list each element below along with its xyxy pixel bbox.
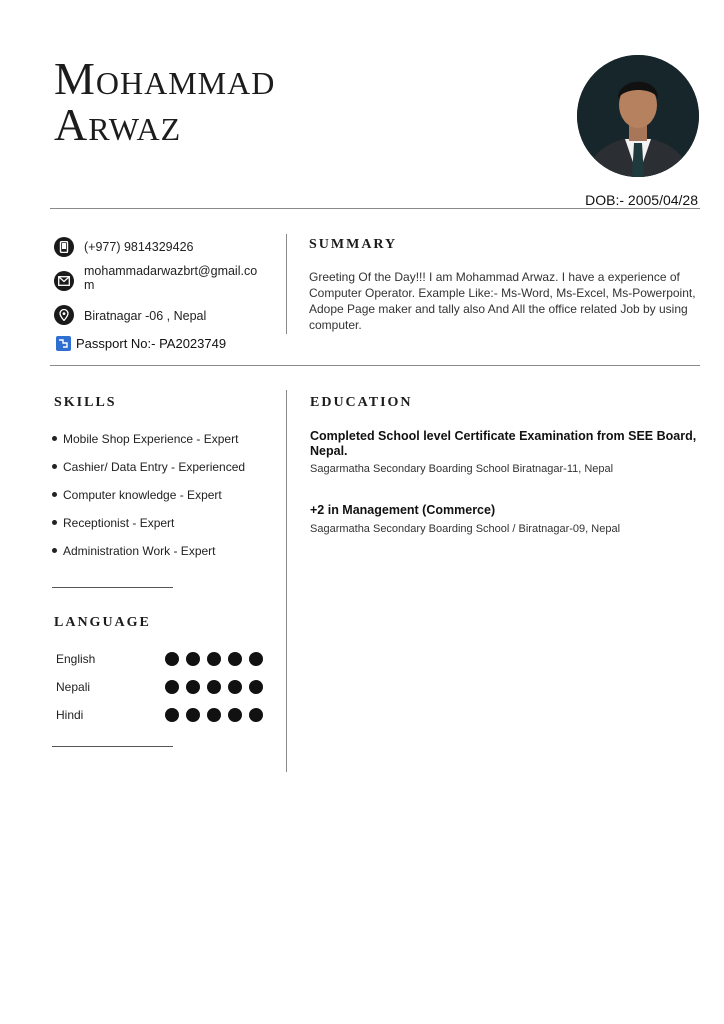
mail-icon: [54, 271, 74, 291]
education-degree: Completed School level Certificate Examination from SEE Board, Nepal.: [310, 429, 697, 458]
proficiency-dot: [186, 680, 200, 694]
education-school: Sagarmatha Secondary Boarding School / Biratnagar-09, Nepal: [310, 523, 621, 535]
proficiency-dot: [165, 708, 179, 722]
skills-rule: [52, 587, 173, 588]
location-icon: [54, 305, 74, 325]
summary-text: Greeting Of the Day!!! I am Mohammad Arwaz. I have a experience of Computer Operator. Example Like:- Ms-Word, Ms-Excel, Ms-Powerpoint, Adope Page maker and tally also And All the office related Job by using computer.: [309, 270, 696, 332]
education-degree: +2 in Management (Commerce): [310, 503, 496, 517]
middle-divider: [50, 365, 700, 366]
language-name: Hindi: [56, 708, 84, 722]
date-of-birth: DOB:- 2005/04/28: [585, 192, 698, 208]
email-text[interactable]: mohammadarwazbrt@gmail.com: [84, 264, 258, 292]
candidate-name: [54, 53, 276, 150]
language-rule: [52, 746, 173, 747]
language-row: [56, 708, 270, 722]
education-title: EDUCATION: [310, 395, 413, 410]
proficiency-dot: [207, 680, 221, 694]
first-name: Mohammad: [54, 53, 276, 104]
proficiency-dot: [228, 708, 242, 722]
proficiency-dot: [165, 680, 179, 694]
top-vertical-divider: [286, 234, 287, 334]
language-title: LANGUAGE: [54, 615, 151, 630]
proficiency-dot: [249, 708, 263, 722]
contact-email[interactable]: [54, 264, 266, 292]
proficiency-dot: [249, 680, 263, 694]
skill-item: Computer knowledge - Expert: [52, 488, 245, 516]
summary-title: SUMMARY: [309, 237, 398, 252]
proficiency-dot: [165, 652, 179, 666]
language-row: [56, 652, 270, 666]
skill-item: Receptionist - Expert: [52, 516, 245, 544]
skills-list: [52, 432, 245, 572]
phone-text: (+977) 9814329426: [84, 240, 194, 254]
proficiency-dot: [207, 708, 221, 722]
language-level: [165, 680, 270, 694]
language-level: [165, 708, 270, 722]
proficiency-dot: [207, 652, 221, 666]
header-divider: [50, 208, 700, 209]
language-row: [56, 680, 270, 694]
proficiency-dot: [186, 708, 200, 722]
skill-item: Cashier/ Data Entry - Experienced: [52, 460, 245, 488]
contact-address: [54, 305, 264, 325]
skills-title: SKILLS: [54, 395, 117, 410]
proficiency-dot: [228, 652, 242, 666]
language-name: English: [56, 652, 96, 666]
education-school: Sagarmatha Secondary Boarding School Biratnagar-11, Nepal: [310, 463, 614, 475]
address-text: Biratnagar -06 , Nepal: [84, 309, 207, 323]
profile-photo: [577, 55, 699, 177]
skill-item: Mobile Shop Experience - Expert: [52, 432, 245, 460]
contact-phone: [54, 237, 264, 257]
language-name: Nepali: [56, 680, 91, 694]
passport-text: Passport No:- PA2023749: [76, 336, 227, 351]
passport-icon: [56, 336, 71, 351]
phone-icon: [54, 237, 74, 257]
skill-item: Administration Work - Expert: [52, 544, 245, 572]
language-level: [165, 652, 270, 666]
proficiency-dot: [186, 652, 200, 666]
last-name: Arwaz: [54, 99, 182, 150]
proficiency-dot: [249, 652, 263, 666]
proficiency-dot: [228, 680, 242, 694]
profile-photo-illustration: [577, 55, 699, 177]
bottom-vertical-divider: [286, 390, 287, 772]
contact-passport: [56, 336, 226, 351]
